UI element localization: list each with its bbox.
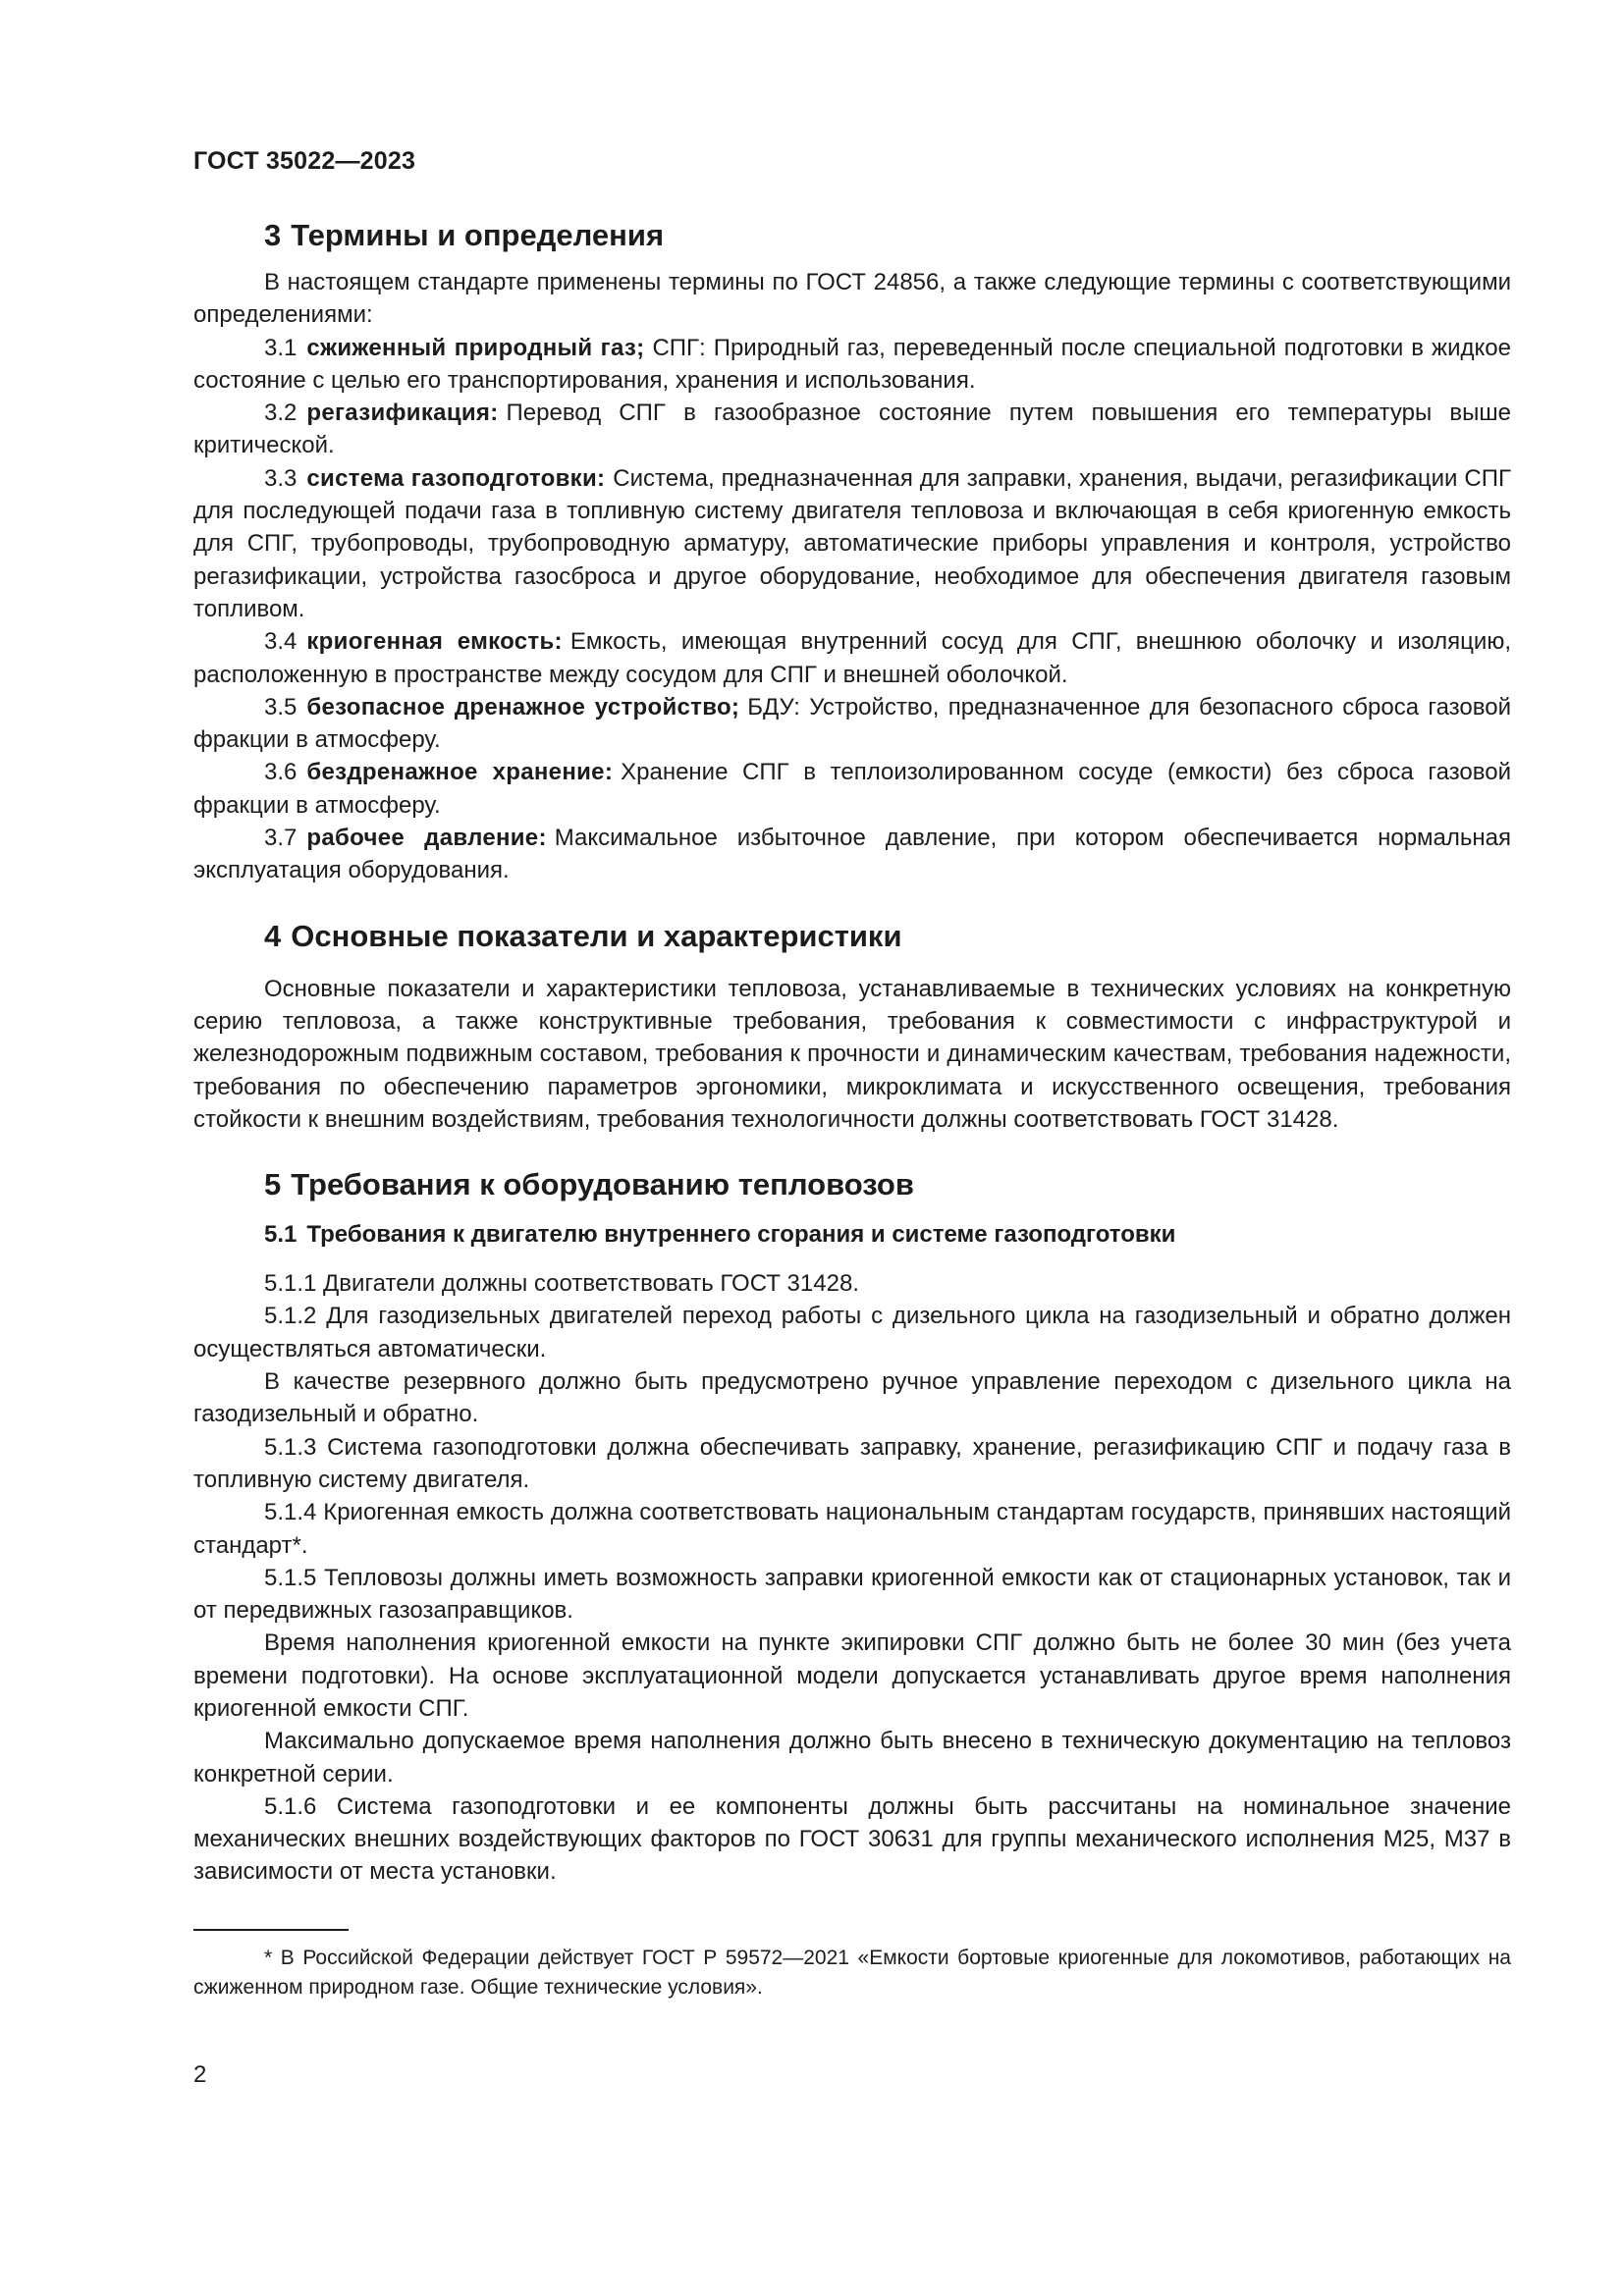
paragraph: 5.1.5 Тепловозы должны иметь возможность заправки криогенной емкости как от стационарных установок, так и от передвижных газозаправщиков. [193, 1564, 1511, 1625]
term-definition [193, 691, 1511, 757]
term-text: Хранение СПГ в теплоизолированном сосуде (емкости) без сброса газовой фракции в атмосферу. [193, 759, 1511, 819]
term-name: регазификация: [306, 400, 499, 427]
subsection-number: 5.1 [264, 1221, 298, 1249]
page-content [193, 216, 1511, 1889]
section-4-heading [193, 917, 1511, 956]
term-number: 3.6 [264, 759, 298, 786]
document-header: ГОСТ 35022—2023 [193, 147, 416, 175]
footnote: * В Российской Федерации действует ГОСТ Р 59572—2021 «Емкости бортовые криогенные для локомотивов, работающих на сжиженном природном газе. Общие технические условия». [193, 1947, 1511, 1999]
term-text: Емкость, имеющая внутренний сосуд для СПГ, внешнюю оболочку и изоляцию, расположенную в пространстве между сосудом для СПГ и внешней оболочкой. [193, 628, 1511, 688]
paragraph: 5.1.4 Криогенная емкость должна соответствовать национальным стандартам государств, принявших настоящий стандарт*. [193, 1499, 1511, 1559]
term-name: криогенная емкость: [306, 628, 563, 656]
term-number: 3.3 [264, 464, 298, 492]
term-definition [193, 756, 1511, 822]
paragraph: Время наполнения криогенной емкости на пункте экипировки СПГ должно быть не более 30 мин (без учета времени подготовки). На основе эксплуатационной модели допускается устанавливать другое время наполнения криогенной емкости СПГ. [193, 1629, 1511, 1722]
section-number: 3 [264, 218, 282, 252]
subsection-5-1-heading [193, 1218, 1511, 1251]
footnote-divider [193, 1929, 349, 1931]
term-number: 3.1 [264, 334, 298, 361]
term-text: БДУ: Устройство, предназначенное для безопасного сброса газовой фракции в атмосферу. [193, 693, 1511, 754]
term-number: 3.5 [264, 693, 298, 721]
term-name: система газоподготовки: [306, 464, 606, 492]
term-definition [193, 822, 1511, 887]
term-text: Максимальное избыточное давление, при котором обеспечивается нормальная эксплуатация оборудования. [193, 825, 1512, 884]
paragraph: 5.1.2 Для газодизельных двигателей переход работы с дизельного цикла на газодизельный и обратно должен осуществляться автоматически. [193, 1303, 1511, 1362]
paragraph: В качестве резервного должно быть предусмотрено ручное управление переходом с дизельного цикла на газодизельный и обратно. [193, 1368, 1511, 1428]
section-5-heading [193, 1165, 1511, 1204]
term-text: Перевод СПГ в газообразное состояние путем повышения его температуры выше критической. [193, 400, 1511, 459]
section-title: Основные показатели и характеристики [291, 918, 902, 953]
section-4-text: Основные показатели и характеристики тепловоза, устанавливаемые в технических условиях на конкретную серию тепловоза, а также конструктивные требования, требования к совместимости с инфраструктурой и железнодорожным подвижным составом, требования к прочности и динамическим качествам, требования надежности, требования по обеспечению параметров эргономики, микроклимата и искусственного освещения, требования стойкости к внешним воздействиям, требования технологичности должны соответствовать ГОСТ 31428. [193, 975, 1511, 1133]
section-title: Требования к оборудованию тепловозов [291, 1167, 914, 1202]
term-definition [193, 625, 1511, 691]
section-number: 4 [264, 918, 282, 953]
paragraph: 5.1.3 Система газоподготовки должна обеспечивать заправку, хранение, регазификацию СПГ и подачу газа в топливную систему двигателя. [193, 1433, 1511, 1493]
paragraph: 5.1.1 Двигатели должны соответствовать ГОСТ 31428. [264, 1270, 859, 1298]
term-number: 3.7 [264, 825, 298, 852]
section-title: Термины и определения [291, 218, 665, 252]
term-text: СПГ: Природный газ, переведенный после специальной подготовки в жидкое состояние с целью его транспортирования, хранения и использования. [193, 334, 1511, 394]
term-text: Система, предназначенная для заправки, хранения, выдачи, регазификации СПГ для последующей подачи газа в топливную систему двигателя тепловоза и включающая в себя криогенную емкость для СПГ, трубопроводы, трубопроводную арматуру, автоматические приборы управления и контроля, устройство регазификации, устройства газосброса и другое оборудование, необходимое для обеспечения двигателя газовым топливом. [193, 464, 1511, 622]
section-3-heading [193, 216, 1511, 255]
term-definition [193, 332, 1511, 398]
page-number: 2 [193, 2061, 207, 2088]
term-name: рабочее давление: [306, 825, 547, 852]
section-3-intro: В настоящем стандарте применены термины по ГОСТ 24856, а также следующие термины с соответствующими определениями: [193, 269, 1511, 329]
term-number: 3.2 [264, 400, 298, 427]
paragraph: 5.1.6 Система газоподготовки и ее компоненты должны быть рассчитаны на номинальное значение механических внешних воздействующих факторов по ГОСТ 30631 для группы механического исполнения М25, М37 в зависимости от места установки. [193, 1792, 1511, 1886]
section-number: 5 [264, 1167, 282, 1202]
term-name: бездренажное хранение: [306, 759, 614, 786]
paragraph: Максимально допускаемое время наполнения должно быть внесено в техническую документацию на тепловоз конкретной серии. [193, 1728, 1511, 1788]
term-name: безопасное дренажное устройство; [306, 693, 740, 721]
term-number: 3.4 [264, 628, 298, 656]
subsection-title: Требования к двигателю внутреннего сгорания и системе газоподготовки [306, 1221, 1176, 1249]
term-definition [193, 462, 1511, 625]
term-name: сжиженный природный газ; [306, 334, 645, 361]
term-definition [193, 397, 1511, 462]
